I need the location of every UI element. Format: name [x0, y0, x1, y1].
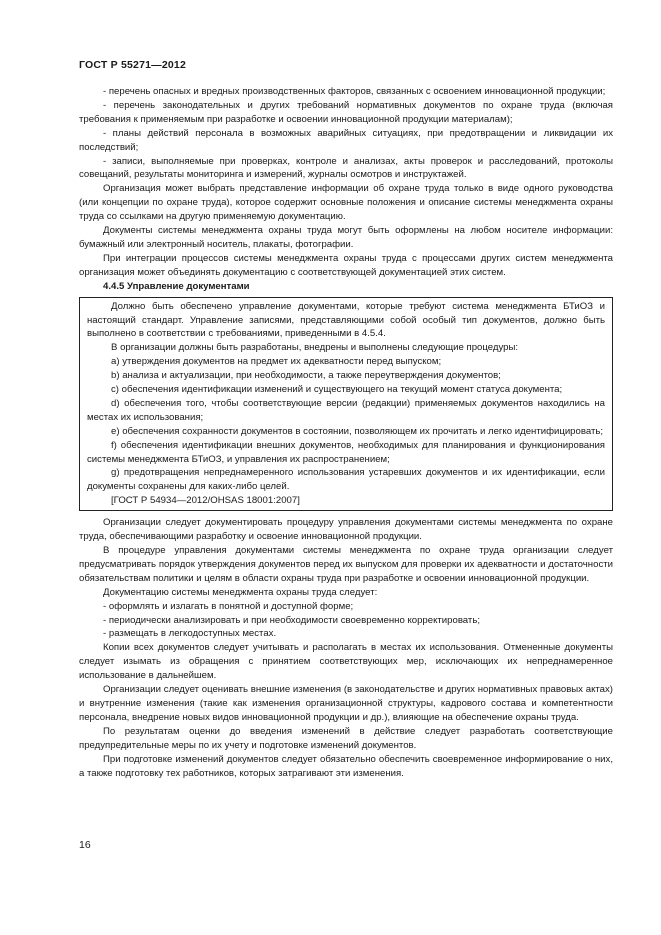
quoted-standard-box	[79, 297, 613, 512]
paragraph: Документы системы менеджмента охраны труда могут быть оформлены на любом носителе информации: бумажный или электронный носитель, плакаты, фотографии.	[79, 225, 613, 250]
paragraph: По результатам оценки до введения изменений в действие следует разработать соответствующие предупредительные меры по их учету и подготовке изменений документов.	[79, 725, 613, 751]
paragraph: Организации следует оценивать внешние изменения (в законодательстве и других нормативных правовых актах) и внутренние изменения (такие как изменения организационной структуры, кадрового состава и компетентности персонала, внедрение новых видов инновационной продукции и др.), влияющие на обеспечение охраны труда.	[79, 684, 613, 723]
document-body	[79, 85, 613, 780]
section-heading: 4.4.5 Управление документами	[103, 280, 250, 292]
paragraph: При интеграции процессов системы менеджмента охраны труда с процессами других систем менеджмента организация может объединять документацию с соответствующей документацией этих систем.	[79, 252, 613, 278]
box-paragraph: Должно быть обеспечено управление документами, которые требуют система менеджмента БТиОЗ и настоящий стандарт. Управление записями, представляющими собой особый тип документов, должно быть выполнено в соответствии с требованиями, приведенными в 4.5.4.	[87, 300, 605, 340]
box-paragraph: В организации должны быть разработаны, внедрены и выполнены следующие процедуры:	[111, 342, 519, 354]
paragraph: В процедуре управления документами системы менеджмента по охране труда организации следует предусматривать порядок утверждения документов перед их выпуском для проверки их адекватности и достаточности обязательствам политики и целям в области охраны труда при разработке и освоении инновационной продукции.	[79, 545, 613, 584]
list-item: - размещать в легкодоступных местах.	[103, 628, 277, 640]
list-item: - периодически анализировать и при необходимости своевременно корректировать;	[103, 614, 480, 626]
paragraph: - записи, выполняемые при проверках, контроле и анализах, акты проверок и расследований, протоколы совещаний, результаты мониторинга и измерений, журналы осмотров и инструктажей.	[79, 155, 613, 181]
paragraph: При подготовке изменений документов следует обязательно обеспечить своевременное информирование о них, а также подготовку тех работников, которых затрагивают эти изменения.	[79, 753, 613, 779]
paragraph: - перечень законодательных и других требований нормативных документов по охране труда (включая требования к применяемым при разработке и освоении инновационной продукции материалам);	[79, 99, 613, 125]
box-list-item: d) обеспечения того, чтобы соответствующие версии (редакции) применяемых документов находились на местах их использования;	[87, 397, 605, 423]
box-list-item: f) обеспечения идентификации внешних документов, необходимых для планирования и функционирования системы менеджмента БТиОЗ, и управления их распространением;	[87, 439, 605, 465]
paragraph: - перечень опасных и вредных производственных факторов, связанных с освоением инновационной продукции;	[103, 86, 606, 97]
box-list-item: c) обеспечения идентификации изменений и существующего на текущий момент статуса документа;	[111, 384, 563, 396]
page-number: 16	[79, 839, 91, 851]
paragraph: Организация может выбрать представление информации об охране труда только в виде одного руководства (или концепции по охране труда), которое содержит основные положения и описание системы менеджмента охраны труда со ссылками на другую применяемую документацию.	[79, 183, 613, 223]
box-list-item: b) анализа и актуализации, при необходимости, а также переутверждения документов;	[111, 370, 501, 382]
box-citation: [ГОСТ Р 54934—2012/OHSAS 18001:2007]	[111, 495, 300, 507]
list-item: - оформлять и излагать в понятной и доступной форме;	[103, 600, 354, 612]
box-list-item: a) утверждения документов на предмет их адекватности перед выпуском;	[111, 356, 442, 368]
box-list-item: e) обеспечения сохранности документов в состоянии, позволяющем их прочитать и легко идентифицировать;	[111, 425, 604, 437]
paragraph: Документацию системы менеджмента охраны труда следует:	[103, 586, 378, 598]
paragraph: Организации следует документировать процедуру управления документами системы менеджмента по охране труда, обеспечивающими разработку и освоение инновационной продукции.	[79, 517, 613, 543]
paragraph: Копии всех документов следует учитывать и располагать в местах их использования. Отмененные документы следует изымать из обращения с принятием соответствующих мер, исключающих их непреднамеренное использование в дальнейшем.	[79, 642, 613, 682]
document-header: ГОСТ Р 55271—2012	[79, 59, 187, 71]
paragraph: - планы действий персонала в возможных аварийных ситуациях, при предотвращении и ликвидации их последствий;	[79, 127, 613, 153]
box-list-item: g) предотвращения непреднамеренного использования устаревших документов и их идентификации, если документы сохранены для каких-либо целей.	[87, 467, 605, 493]
